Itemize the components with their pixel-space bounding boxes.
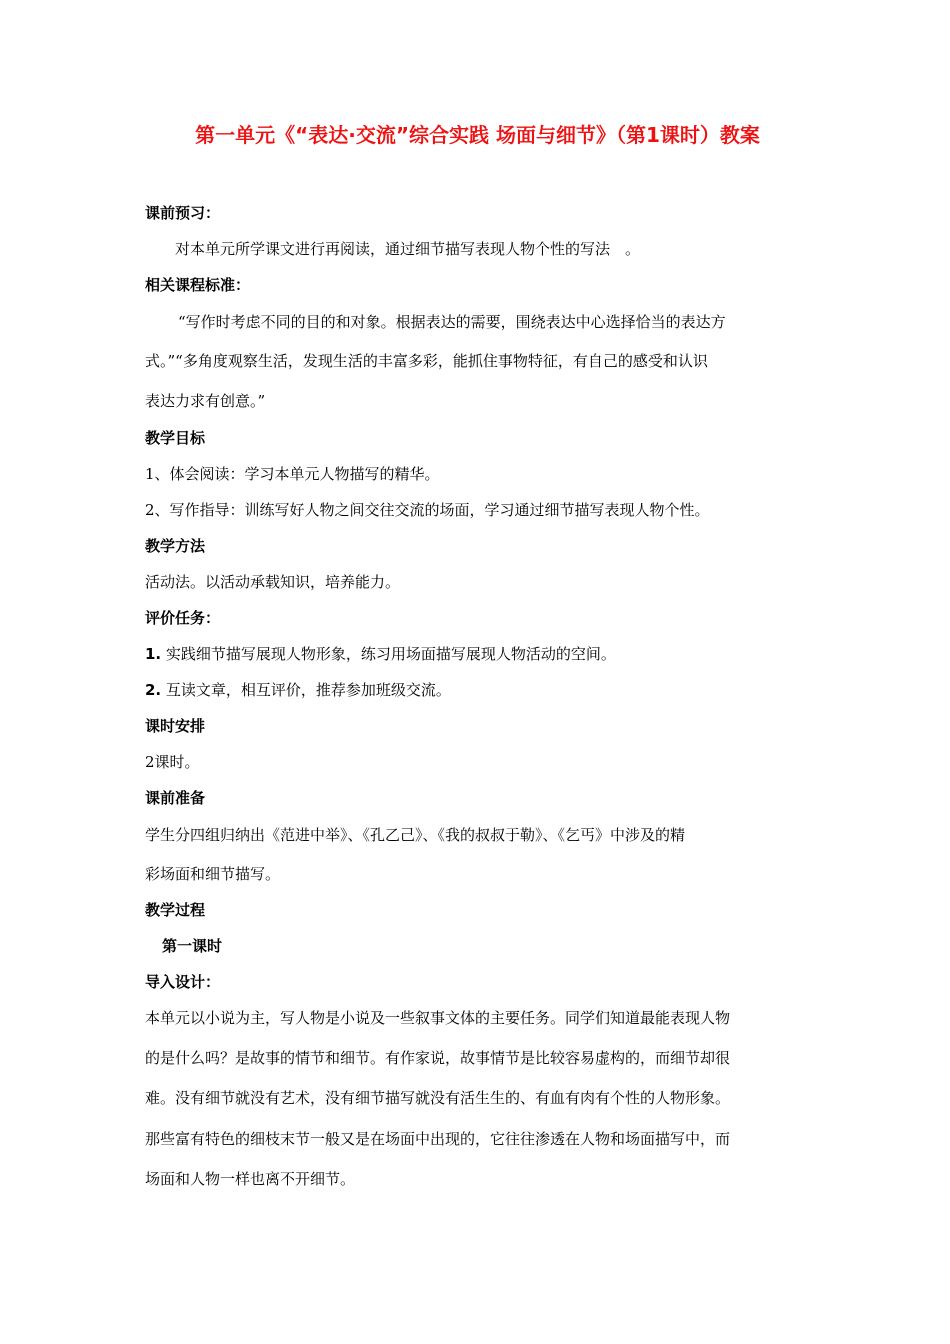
eval-item-number: 2. — [145, 681, 162, 699]
prep-heading: 课前准备 — [145, 789, 206, 807]
process-heading: 教学过程 — [145, 901, 206, 919]
intro-heading: 导入设计： — [145, 973, 221, 991]
lesson-heading: 第一课时 — [162, 937, 223, 955]
intro-line: 的是什么吗？是故事的情节和细节。有作家说，故事情节是比较容易虚构的，而细节却很 — [145, 1049, 731, 1067]
eval-item — [145, 680, 810, 700]
intro-line: 难。没有细节就没有艺术，没有细节描写就没有活生生的、有血有肉有个性的人物形象。 — [145, 1089, 731, 1107]
method-text: 活动法。以活动承载知识，培养能力。 — [145, 573, 401, 591]
standard-line: 式。”“多角度观察生活，发现生活的丰富多彩，能抓住事物特征，有自己的感受和认识 — [145, 352, 708, 370]
eval-item-text: 互读文章，相互评价，推荐参加班级交流。 — [165, 681, 451, 699]
prep-line: 彩场面和细节描写。 — [145, 865, 281, 883]
schedule-heading: 课时安排 — [145, 717, 206, 735]
document-title: 第一单元《“表达·交流”综合实践 场面与细节》（第1课时）教案 — [195, 123, 760, 147]
eval-heading: 评价任务： — [145, 609, 221, 627]
intro-line: 场面和人物一样也离不开细节。 — [145, 1170, 356, 1188]
preview-text: 对本单元所学课文进行再阅读，通过细节描写表现人物个性的写法 。 — [175, 240, 641, 258]
schedule-text: 2课时。 — [145, 753, 200, 771]
goals-heading: 教学目标 — [145, 429, 206, 447]
standard-line: “写作时考虑不同的目的和对象。根据表达的需要，围绕表达中心选择恰当的表达方 — [178, 313, 726, 331]
intro-line: 那些富有特色的细枝末节一般又是在场面中出现的，它往往渗透在人物和场面描写中，而 — [145, 1130, 731, 1148]
standard-heading: 相关课程标准： — [145, 276, 251, 294]
preview-heading: 课前预习： — [145, 204, 221, 222]
goal-item: 2、写作指导：训练写好人物之间交往交流的场面，学习通过细节描写表现人物个性。 — [145, 501, 710, 519]
prep-line: 学生分四组归纳出《范进中举》、《孔乙己》、《我的叔叔于勒》、《乞丐》中涉及的精 — [145, 826, 686, 844]
standard-line: 表达力求有创意。” — [145, 392, 266, 410]
method-heading: 教学方法 — [145, 537, 206, 555]
intro-line: 本单元以小说为主，写人物是小说及一些叙事文体的主要任务。同学们知道最能表现人物 — [145, 1009, 731, 1027]
eval-item — [145, 644, 810, 664]
eval-item-number: 1. — [145, 645, 162, 663]
eval-item-text: 实践细节描写展现人物形象，练习用场面描写展现人物活动的空间。 — [165, 645, 616, 663]
goal-item: 1、体会阅读：学习本单元人物描写的精华。 — [145, 465, 440, 483]
